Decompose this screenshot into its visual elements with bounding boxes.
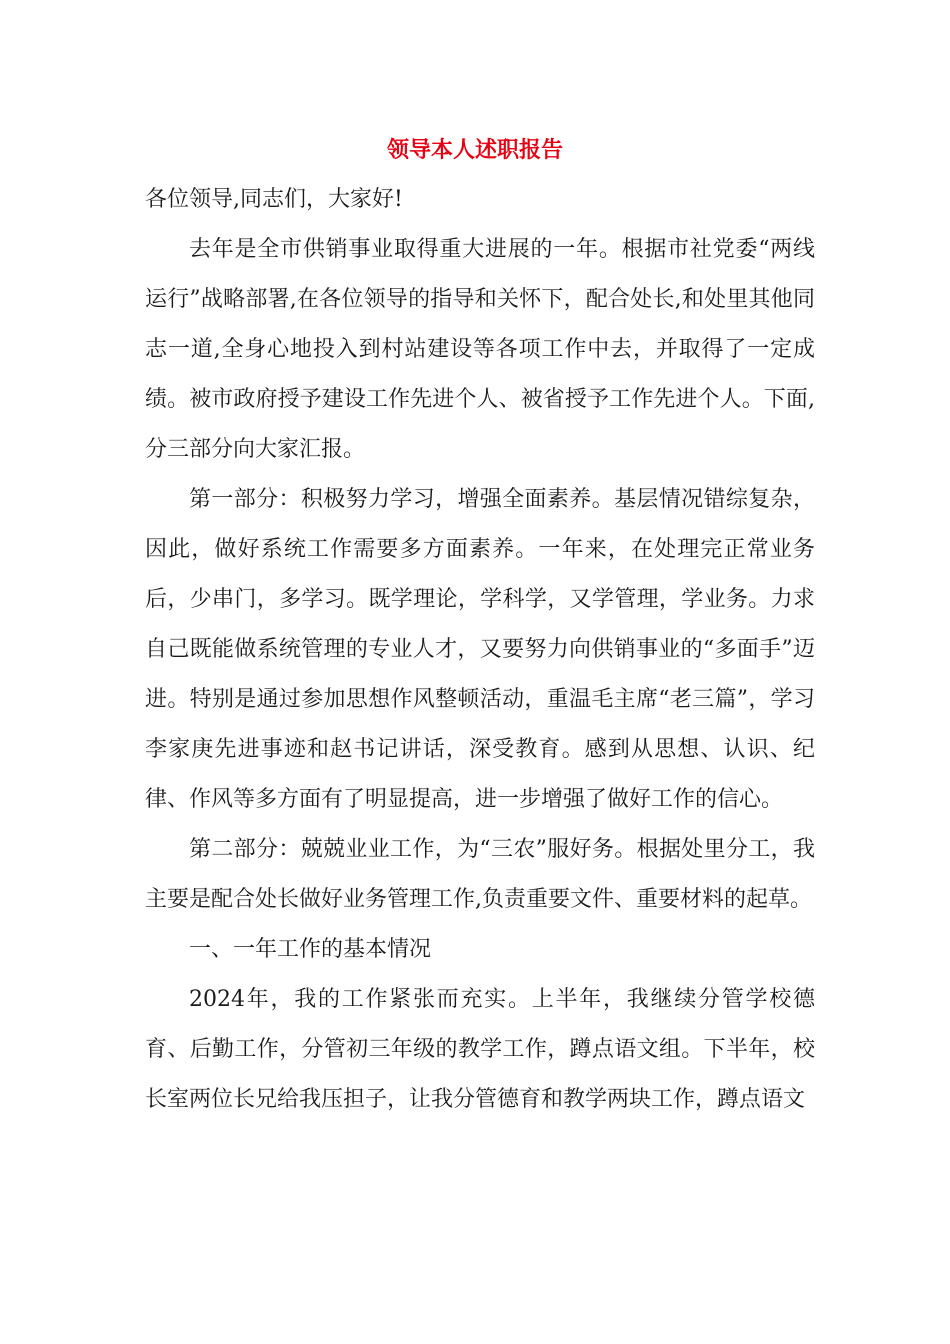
greeting-paragraph: 各位领导,同志们，大家好! [145,187,403,212]
document-body [145,175,815,1125]
work-summary-paragraph: 2024年，我的工作紧张而充实。上半年，我继续分管学校德育、后勤工作，分管初三年级的教学工作，蹲点语文组。下半年，校长室两位长兄给我压担子，让我分管德育和教学两块工作，蹲点语文 [145,987,815,1112]
intro-paragraph: 去年是全市供销事业取得重大进展的一年。根据市社党委“两线运行”战略部署,在各位领导的指导和关怀下，配合处长,和处里其他同志一道,全身心地投入到村站建设等各项工作中去，并取得了一定成绩。被市政府授予建设工作先进个人、被省授予工作先进个人。下面,分三部分向大家汇报。 [145,237,815,462]
part-one-paragraph: 第一部分：积极努力学习，增强全面素养。基层情况错综复杂，因此，做好系统工作需要多方面素养。一年来，在处理完正常业务后，少串门，多学习。既学理论，学科学，又学管理，学业务。力求自己既能做系统管理的专业人才，又要努力向供销事业的“多面手”迈进。特别是通过参加思想作风整顿活动，重温毛主席“老三篇”，学习李家庚先进事迹和赵书记讲话，深受教育。感到从思想、认识、纪律、作风等多方面有了明显提高，进一步增强了做好工作的信心。 [145,487,815,812]
part-two-paragraph: 第二部分：兢兢业业工作，为“三农”服好务。根据处里分工，我主要是配合处长做好业务管理工作,负责重要文件、重要材料的起草。 [145,837,815,912]
document-title: 领导本人述职报告 [386,137,563,163]
section-heading: 一、一年工作的基本情况 [189,937,432,962]
